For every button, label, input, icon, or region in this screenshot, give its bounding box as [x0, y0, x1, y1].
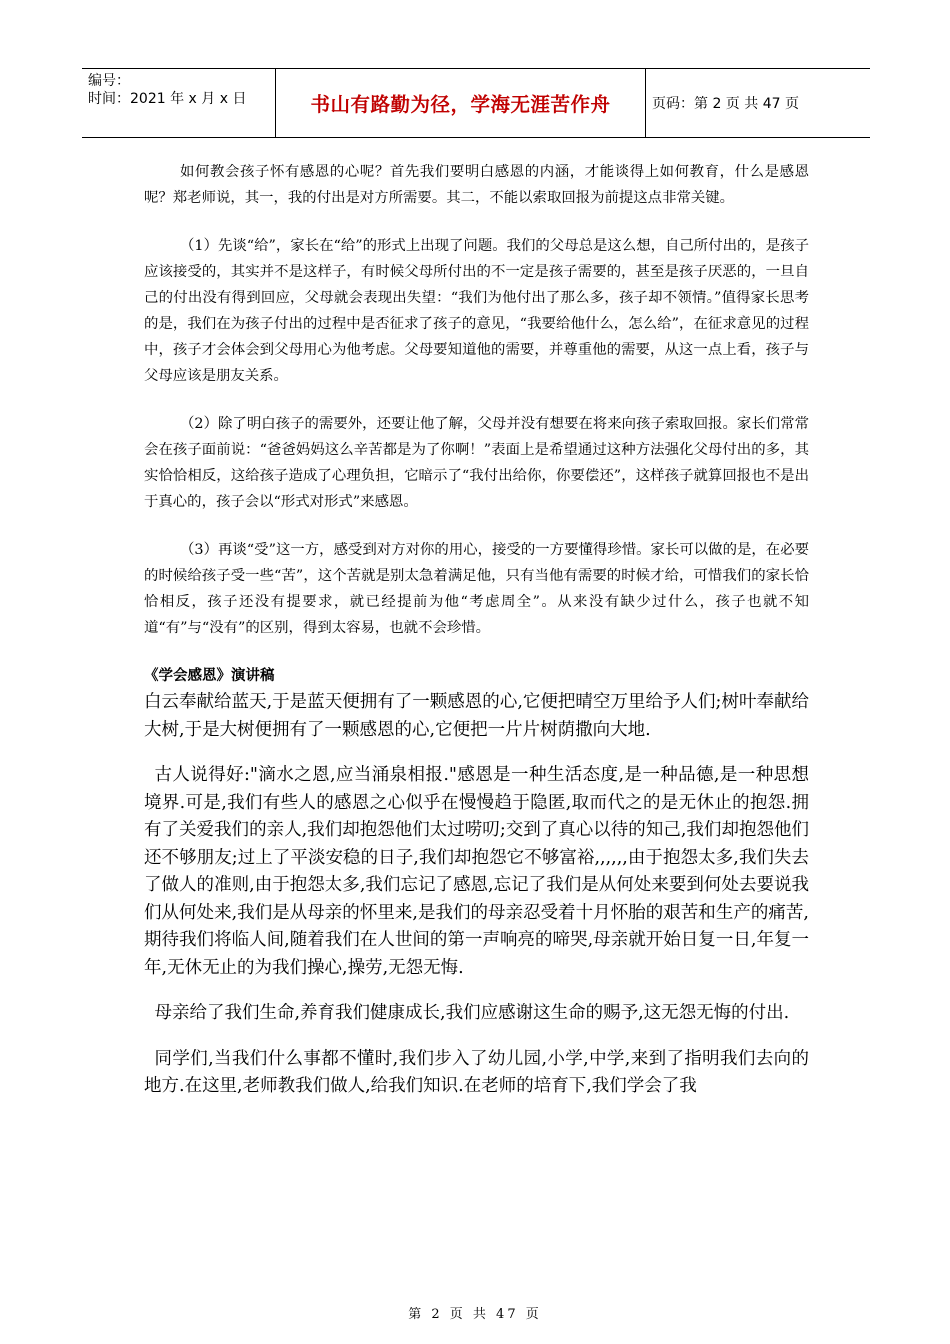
number-label: 编号： — [88, 73, 130, 89]
paragraph-point-1: （1）先谈“给”，家长在“给”的形式上出现了问题。我们的父母总是这么想，自己所付出的，是孩子应该接受的，其实并不是这样子，有时候父母所付出的不一定是孩子需要的，甚至是孩子厌恶的，一旦自己的付出没有得到回应，父母就会表现出失望：“我们为他付出了那么多，孩子却不领情。”值得家长思考的是，我们在为孩子付出的过程中是否征求了孩子的意见，“我要给他什么，怎么给”，在征求意见的过程中，孩子才会体会到父母用心为他考虑。父母要知道他的需要，并尊重他的需要，从这一点上看，孩子与父母应该是朋友关系。 — [144, 238, 809, 384]
page-header — [82, 68, 870, 138]
document-body — [144, 159, 809, 1119]
paragraph-point-2: （2）除了明白孩子的需要外，还要让他了解，父母并没有想要在将来向孩子索取回报。家长们常常会在孩子面前说：“爸爸妈妈这么辛苦都是为了你啊！”表面上是希望通过这种方法强化父母付出的多，其实恰恰相反，这给孩子造成了心理负担，它暗示了“我付出给你，你要偿还”，这样孩子就算回报也不是出于真心的，孩子会以“形式对形式”来感恩。 — [144, 416, 809, 510]
page-footer: 第 2 页 共 47 页 — [408, 1307, 542, 1322]
header-meta — [82, 69, 276, 137]
speech-title: 《学会感恩》演讲稿 — [144, 667, 275, 684]
speech-intro: 白云奉献给蓝天,于是蓝天便拥有了一颗感恩的心,它便把晴空万里给予人们;树叶奉献给大树,于是大树便拥有了一颗感恩的心,它便把一片片树荫撒向大地. — [144, 692, 809, 740]
time-label: 时间：2021 年 x 月 x 日 — [88, 91, 247, 107]
paragraph-intro: 如何教会孩子怀有感恩的心呢？首先我们要明白感恩的内涵，才能谈得上如何教育，什么是感恩呢？郑老师说，其一，我的付出是对方所需要。其二，不能以索取回报为前提这点非常关键。 — [144, 164, 809, 206]
speech-paragraph-2: 母亲给了我们生命,养育我们健康成长,我们应感谢这生命的赐予,这无怨无悔的付出. — [154, 1003, 790, 1023]
header-motto: 书山有路勤为径，学海无涯苦作舟 — [276, 69, 646, 137]
speech-paragraph-1: 古人说得好:"滴水之恩,应当涌泉相报."感恩是一种生活态度,是一种品德,是一种思想境界.可是,我们有些人的感恩之心似乎在慢慢趋于隐匿,取而代之的是无休止的抱怨.拥有了关爱我们的亲人,我们却抱怨他们太过唠叨;交到了真心以待的知己,我们却抱怨他们还不够朋友;过上了平淡安稳的日子,我们却抱怨它不够富裕,,,,,,由于抱怨太多,我们失去了做人的准则,由于抱怨太多,我们忘记了感恩,忘记了我们是从何处来要到何处去要说我们从何处来,我们是从母亲的怀里来,是我们的母亲忍受着十月怀胎的艰苦和生产的痛苦,期待我们将临人间,随着我们在人世间的第一声响亮的啼哭,母亲就开始日复一日,年复一年,无休无止的为我们操心,操劳,无怨无悔. — [144, 765, 809, 978]
paragraph-point-3: （3）再谈“受”这一方，感受到对方对你的用心，接受的一方要懂得珍惜。家长可以做的是，在必要的时候给孩子受一些“苦”，这个苦就是别太急着满足他，只有当他有需要的时候才给，可惜我们的家长恰恰相反，孩子还没有提要求，就已经提前为他“考虑周全”。从来没有缺少过什么，孩子也就不知道“有”与“没有”的区别，得到太容易，也就不会珍惜。 — [144, 542, 809, 636]
header-page-label: 页码：第 2 页 共 47 页 — [652, 96, 799, 112]
speech-paragraph-3: 同学们,当我们什么事都不懂时,我们步入了幼儿园,小学,中学,来到了指明我们去向的地方.在这里,老师教我们做人,给我们知识.在老师的培育下,我们学会了我 — [144, 1048, 809, 1096]
